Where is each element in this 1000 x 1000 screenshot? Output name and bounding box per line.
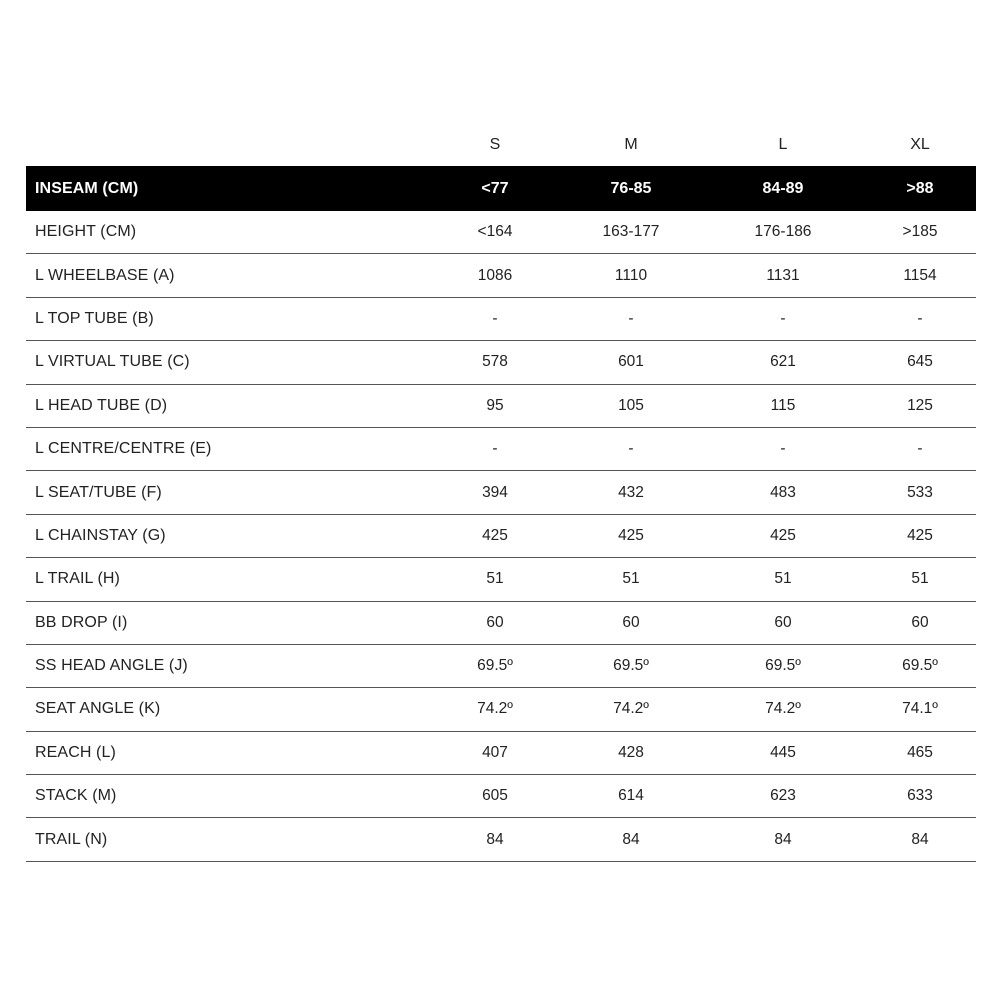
table-cell: 623	[770, 787, 796, 805]
table-cell: -	[628, 440, 634, 458]
table-row	[26, 602, 976, 645]
row-label: L CENTRE/CENTRE (E)	[35, 440, 212, 458]
table-cell: 605	[482, 787, 508, 805]
table-cell: 84	[911, 830, 929, 848]
table-cell: 51	[622, 570, 640, 588]
row-label: INSEAM (CM)	[35, 179, 139, 197]
table-cell: 69.5º	[613, 657, 649, 675]
table-cell: >185	[902, 223, 938, 241]
table-cell: 176-186	[754, 223, 812, 241]
table-row	[26, 341, 976, 384]
table-row	[26, 775, 976, 818]
table-cell: -	[492, 440, 498, 458]
table-row	[26, 254, 976, 297]
table-cell: -	[492, 309, 498, 327]
table-cell: 125	[907, 396, 933, 414]
table-cell: 621	[770, 353, 796, 371]
table-cell: 76-85	[610, 179, 652, 197]
table-cell: 84	[486, 830, 504, 848]
table-cell: 115	[770, 396, 796, 414]
table-cell: -	[780, 440, 786, 458]
table-cell: >88	[906, 179, 934, 197]
row-label: TRAIL (N)	[35, 830, 108, 848]
size-header-l: L	[778, 136, 788, 153]
table-cell: 51	[486, 570, 504, 588]
table-cell: <77	[481, 179, 509, 197]
table-cell: 60	[622, 613, 640, 631]
table-cell: 432	[618, 483, 644, 501]
table-row	[26, 385, 976, 428]
table-cell: 69.5º	[902, 657, 938, 675]
table-row	[26, 298, 976, 341]
table-cell: 60	[911, 613, 929, 631]
table-cell: 633	[907, 787, 933, 805]
row-label: HEIGHT (CM)	[35, 223, 137, 241]
table-cell: 1110	[614, 266, 648, 284]
row-label: L TRAIL (H)	[35, 570, 120, 588]
table-cell: 1086	[477, 266, 513, 284]
table-cell: 74.1º	[902, 700, 938, 718]
table-cell: 601	[618, 353, 644, 371]
row-label: STACK (M)	[35, 787, 117, 805]
table-cell: 74.2º	[765, 700, 801, 718]
table-cell: 425	[770, 526, 796, 544]
table-cell: 1131	[766, 266, 800, 284]
table-cell: -	[917, 309, 923, 327]
table-cell: 51	[911, 570, 929, 588]
table-cell: 533	[907, 483, 933, 501]
table-cell: 394	[482, 483, 508, 501]
table-cell: 74.2º	[477, 700, 513, 718]
table-cell: -	[628, 309, 634, 327]
row-label: L HEAD TUBE (D)	[35, 396, 168, 414]
table-body	[26, 166, 976, 862]
table-cell: 425	[907, 526, 933, 544]
table-cell: 51	[774, 570, 792, 588]
table-cell: 84	[622, 830, 640, 848]
geometry-table	[26, 124, 976, 862]
row-label: REACH (L)	[35, 743, 116, 761]
size-header-m: M	[624, 136, 638, 153]
table-cell: 84	[774, 830, 792, 848]
table-row	[26, 732, 976, 775]
table-cell: 428	[618, 743, 644, 761]
table-cell: 95	[486, 396, 504, 414]
table-row	[26, 471, 976, 514]
table-cell: 69.5º	[477, 657, 513, 675]
table-cell: 483	[770, 483, 796, 501]
row-label: L CHAINSTAY (G)	[35, 526, 166, 544]
table-row	[26, 818, 976, 861]
row-label: L TOP TUBE (B)	[35, 309, 154, 327]
size-header-row	[26, 124, 976, 166]
table-cell: 445	[770, 743, 796, 761]
table-cell: 74.2º	[613, 700, 649, 718]
row-label: L SEAT/TUBE (F)	[35, 483, 162, 501]
table-cell: 465	[907, 743, 933, 761]
row-label: BB DROP (I)	[35, 613, 128, 631]
table-cell: <164	[477, 223, 513, 241]
table-row	[26, 166, 976, 211]
table-cell: 1154	[903, 266, 937, 284]
row-label: L WHEELBASE (A)	[35, 266, 175, 284]
table-cell: 425	[482, 526, 508, 544]
table-cell: 84-89	[762, 179, 804, 197]
table-cell: 407	[482, 743, 508, 761]
table-row	[26, 428, 976, 471]
table-cell: 578	[482, 353, 508, 371]
table-cell: 60	[774, 613, 792, 631]
size-header-s: S	[489, 136, 501, 153]
table-cell: 163-177	[602, 223, 660, 241]
table-cell: 645	[907, 353, 933, 371]
table-cell: -	[917, 440, 923, 458]
table-cell: 60	[486, 613, 504, 631]
row-label: SEAT ANGLE (K)	[35, 700, 161, 718]
table-cell: 105	[618, 396, 644, 414]
table-row	[26, 211, 976, 254]
row-label: SS HEAD ANGLE (J)	[35, 657, 188, 675]
size-header-xl: XL	[910, 136, 930, 153]
table-cell: 614	[618, 787, 644, 805]
table-row	[26, 558, 976, 601]
table-cell: 425	[618, 526, 644, 544]
row-label: L VIRTUAL TUBE (C)	[35, 353, 190, 371]
table-row	[26, 645, 976, 688]
table-row	[26, 688, 976, 731]
table-cell: -	[780, 309, 786, 327]
table-cell: 69.5º	[765, 657, 801, 675]
table-row	[26, 515, 976, 558]
